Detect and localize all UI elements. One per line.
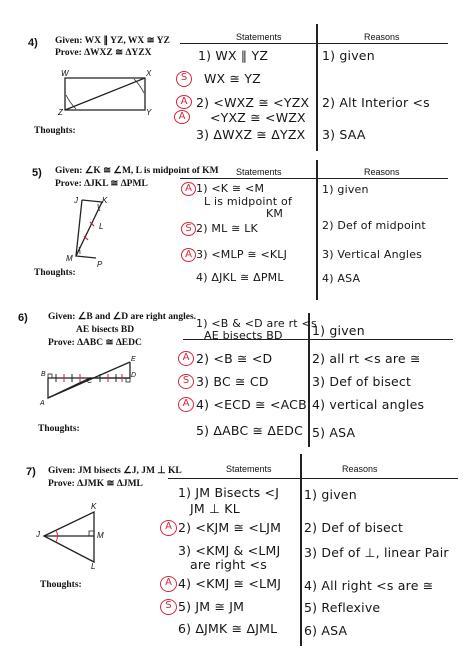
sas-mark-circle: A xyxy=(160,576,177,592)
statement-line: AE bisects BD xyxy=(204,329,283,342)
statement-line: L is midpoint of xyxy=(204,195,293,208)
reason-line: 3) SAA xyxy=(322,127,366,142)
reason-line: 2) Def of midpoint xyxy=(322,219,426,232)
statement-line: 2) <WXZ ≅ <YZX xyxy=(196,95,310,110)
statement-line: 1) <B & <D are rt <s xyxy=(196,317,317,330)
thoughts-label: Thoughts: xyxy=(34,126,76,136)
given-text: Given: ∠K ≅ ∠M, L is midpoint of KM xyxy=(55,166,219,176)
reason-line: 4) vertical angles xyxy=(312,397,425,412)
sas-mark-circle: A xyxy=(176,95,192,109)
statement-line: 2) <KJM ≅ <LJM xyxy=(178,520,282,535)
statement-line: 4) <KMJ ≅ <LMJ xyxy=(178,576,282,591)
statement-line: JM ⊥ KL xyxy=(190,501,240,516)
statement-line: 3) <KMJ & <LMJ xyxy=(178,543,281,558)
given-text: Given: JM bisects ∠J, JM ⊥ KL xyxy=(48,466,182,476)
statement-line: 4) <ECD ≅ <ACB xyxy=(196,397,307,412)
statement-line: 3) BC ≅ CD xyxy=(196,374,269,389)
vertex-label-w: W xyxy=(61,69,69,78)
table-rule xyxy=(180,178,448,179)
reason-line: 1) given xyxy=(304,487,357,502)
statement-line: 5) JM ≅ JM xyxy=(178,599,245,614)
reason-line: 1) given xyxy=(322,183,369,196)
statement-line: <YXZ ≅ <WZX xyxy=(210,110,306,125)
statements-header: Statements xyxy=(236,32,282,42)
vertex-label-e: E xyxy=(131,356,136,363)
reason-line: 2) Alt Interior <s xyxy=(322,95,430,110)
table-divider xyxy=(300,454,302,646)
sas-mark-circle: A xyxy=(181,248,196,262)
sas-mark-circle: S xyxy=(176,71,192,87)
vertex-label-j: J xyxy=(36,530,40,539)
problem-number: 4) xyxy=(28,37,38,49)
prove-text: Prove: ΔJKL ≅ ΔPML xyxy=(55,179,148,189)
table-divider xyxy=(308,313,310,447)
vertex-label-b: B xyxy=(41,371,46,378)
vertex-label-k: K xyxy=(91,502,97,511)
statement-line: 1) WX ∥ YZ xyxy=(198,48,269,63)
statement-line: 3) ΔWXZ ≅ ΔYZX xyxy=(196,127,306,142)
statement-line: 2) ML ≅ LK xyxy=(196,222,258,235)
reason-line: 2) all rt <s are ≅ xyxy=(312,351,421,366)
vertex-label-l: L xyxy=(99,222,104,231)
prove-text: Prove: ΔABC ≅ ΔEDC xyxy=(48,338,142,348)
statement-line: 4) ΔJKL ≅ ΔPML xyxy=(196,271,284,284)
statements-header: Statements xyxy=(236,167,282,177)
reasons-header: Reasons xyxy=(364,167,400,177)
vertex-label-l: L xyxy=(91,562,96,571)
sas-mark-circle: A xyxy=(160,520,177,536)
thoughts-label: Thoughts: xyxy=(38,424,80,434)
reason-line: 4) ASA xyxy=(322,272,361,285)
statement-line: 3) <MLP ≅ <KLJ xyxy=(196,248,288,261)
vertex-label-j: J xyxy=(74,196,78,205)
vertex-label-y: Y xyxy=(146,108,152,117)
statements-header: Statements xyxy=(226,464,272,474)
reason-line: 3) Def of bisect xyxy=(312,374,412,389)
vertex-label-d: D xyxy=(131,372,137,379)
vertex-label-p: P xyxy=(97,260,103,269)
reason-line: 1) given xyxy=(312,323,365,338)
statement-line: 1) <K ≅ <M xyxy=(196,182,265,195)
sas-mark-circle: S xyxy=(160,599,177,615)
given-text: Given: WX ∥ YZ, WX ≅ YZ xyxy=(55,36,170,46)
reason-line: 3) Vertical Angles xyxy=(322,248,423,261)
reason-line: 1) given xyxy=(322,48,375,63)
reason-line: 4) All right <s are ≅ xyxy=(304,578,434,593)
vertex-label-c: C xyxy=(87,378,93,385)
table-divider xyxy=(316,24,318,151)
reason-line: 5) ASA xyxy=(312,425,356,440)
prove-text: Prove: ΔJMK ≅ ΔJML xyxy=(48,479,143,489)
vertex-label-k: K xyxy=(102,196,108,205)
sas-mark-circle: A xyxy=(174,110,190,124)
sas-mark-circle: S xyxy=(181,222,196,236)
vertex-label-z: Z xyxy=(58,108,63,117)
statement-line: 2) <B ≅ <D xyxy=(196,351,273,366)
reasons-header: Reasons xyxy=(342,464,378,474)
figure-two-triangles xyxy=(38,362,138,412)
reason-line: 3) Def of ⊥, linear Pair xyxy=(304,545,449,560)
sas-mark-circle: A xyxy=(181,182,196,196)
given-text: Given: ∠B and ∠D are right angles. xyxy=(48,312,197,322)
reason-line: 5) Reflexive xyxy=(304,600,381,615)
problem-number: 7) xyxy=(26,466,36,478)
problem-number: 6) xyxy=(18,312,28,324)
statement-line: 5) ΔABC ≅ ΔEDC xyxy=(196,423,304,438)
thoughts-label: Thoughts: xyxy=(34,268,76,278)
statement-line: WX ≅ YZ xyxy=(204,71,261,86)
sas-mark-circle: A xyxy=(178,351,194,366)
reason-line: 6) ASA xyxy=(304,623,348,638)
thoughts-label: Thoughts: xyxy=(40,580,82,590)
reason-line: 2) Def of bisect xyxy=(304,520,404,535)
given-text-2: AE bisects BD xyxy=(76,325,135,335)
figure-parallelogram xyxy=(50,72,160,122)
sas-mark-circle: A xyxy=(178,397,194,412)
sas-mark-circle: S xyxy=(178,374,194,389)
vertex-label-m: M xyxy=(66,254,73,263)
table-rule xyxy=(180,43,448,44)
table-divider xyxy=(316,160,318,300)
vertex-label-x: X xyxy=(146,69,152,78)
prove-text: Prove: ΔWXZ ≅ ΔYZX xyxy=(55,48,152,58)
reasons-header: Reasons xyxy=(364,32,400,42)
statement-line: 6) ΔJMK ≅ ΔJML xyxy=(178,621,278,636)
problem-number: 5) xyxy=(32,167,42,179)
statement-line: 1) JM Bisects <J xyxy=(178,485,280,500)
vertex-label-m: M xyxy=(97,531,104,540)
vertex-label-a: A xyxy=(40,400,45,407)
table-rule xyxy=(168,478,458,479)
statement-line: are right <s xyxy=(190,557,267,572)
statement-line: KM xyxy=(266,207,284,220)
